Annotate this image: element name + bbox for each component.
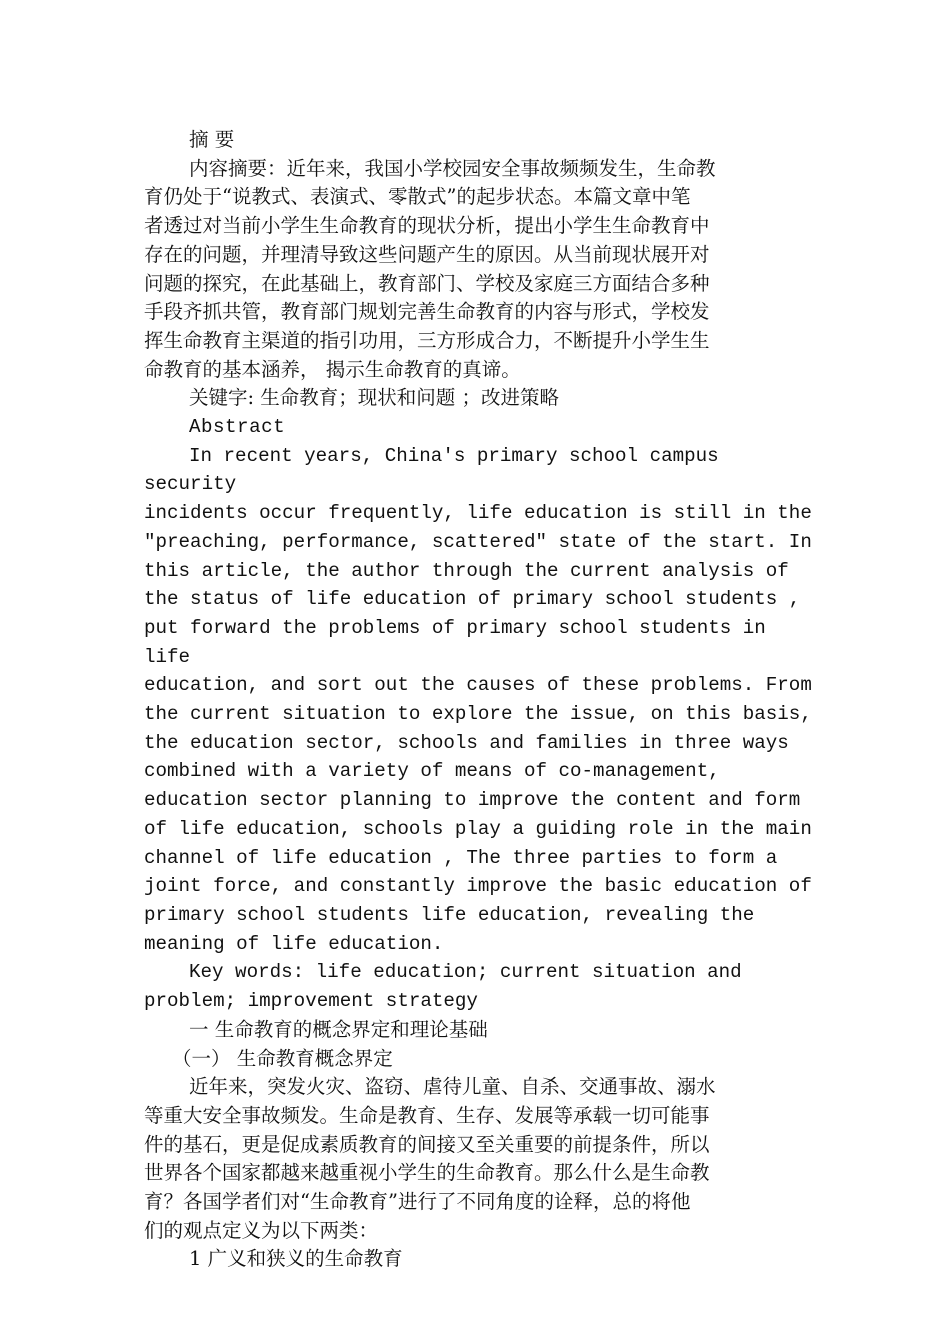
abstract-en-title: Abstract	[189, 416, 286, 439]
abstract-en-line-9: the education sector, schools and families in three ways	[144, 731, 789, 754]
abstract-en-line-1: In recent years, China's primary school campus security	[144, 444, 731, 496]
abstract-en-line-2: incidents occur frequently, life education is still in the	[144, 502, 812, 525]
abstract-cn-line-2: 育仍处于“说教式、表演式、零散式”的起步状态。本篇文章中笔	[144, 185, 691, 209]
abstract-cn-line-6: 手段齐抓共管，教育部门规划完善生命教育的内容与形式，学校发	[144, 300, 710, 324]
abstract-cn-line-8: 命教育的基本涵养， 揭示生命教育的真谛。	[144, 357, 521, 381]
section-1-body-line-2: 等重大安全事故频发。生命是教育、生存、发展等承载一切可能事	[144, 1103, 710, 1127]
abstract-en-line-4: this article, the author through the current analysis of	[144, 559, 789, 582]
abstract-cn-line-4: 存在的问题，并理清导致这些问题产生的原因。从当前现状展开对	[144, 242, 710, 266]
abstract-en-line-11: education sector planning to improve the content and form	[144, 789, 801, 812]
document-page	[144, 126, 814, 1274]
abstract-en-line-15: primary school students life education, revealing the	[144, 903, 755, 926]
keywords-cn: 关键字: 生命教育；现状和问题 ；改进策略	[189, 386, 559, 410]
section-1-body-line-6: 们的观点定义为以下两类：	[144, 1218, 379, 1242]
subsection-1-title: （一） 生命教育概念界定	[172, 1046, 393, 1070]
section-1-body-line-3: 件的基石，更是促成素质教育的间接又至关重要的前提条件，所以	[144, 1132, 710, 1156]
keywords-en-line-1: Key words: life education; current situation and	[189, 961, 742, 984]
abstract-en-line-16: meaning of life education.	[144, 932, 444, 955]
abstract-en-line-14: joint force, and constantly improve the basic education of	[144, 875, 812, 898]
abstract-en-line-3: "preaching, performance, scattered" state of the start. In	[144, 530, 812, 553]
abstract-en-line-10: combined with a variety of means of co-management,	[144, 760, 720, 783]
abstract-en-line-13: channel of life education , The three parties to form a	[144, 846, 778, 869]
abstract-cn-line-7: 挥生命教育主渠道的指引功用，三方形成合力，不断提升小学生生	[144, 328, 710, 352]
item-1-title: 1 广义和狭义的生命教育	[189, 1247, 403, 1271]
section-1-body-line-1: 近年来，突发火灾、盗窃、虐待儿童、自杀、交通事故、溺水	[189, 1075, 716, 1099]
abstract-en-line-8: the current situation to explore the issue, on this basis,	[144, 703, 812, 726]
section-1-title: 一 生命教育的概念界定和理论基础	[189, 1017, 488, 1041]
section-1-body-line-4: 世界各个国家都越来越重视小学生的生命教育。那么什么是生命教	[144, 1161, 710, 1185]
abstract-cn-line-3: 者透过对当前小学生生命教育的现状分析，提出小学生生命教育中	[144, 214, 710, 238]
abstract-en-line-5: the status of life education of primary school students ,	[144, 588, 801, 611]
abstract-en-line-6: put forward the problems of primary school students in life	[144, 616, 778, 668]
abstract-en-line-7: education, and sort out the causes of these problems. From	[144, 674, 812, 697]
abstract-en-line-12: of life education, schools play a guiding role in the main	[144, 817, 812, 840]
abstract-title: 摘 要	[189, 128, 235, 151]
abstract-cn-line-5: 问题的探究，在此基础上，教育部门、学校及家庭三方面结合多种	[144, 271, 710, 295]
keywords-en-line-2: problem; improvement strategy	[144, 990, 478, 1013]
section-1-body-line-5: 育？各国学者们对“生命教育”进行了不同角度的诠释，总的将他	[144, 1190, 691, 1214]
abstract-cn-line-1: 内容摘要：近年来，我国小学校园安全事故频频发生，生命教	[189, 156, 716, 180]
